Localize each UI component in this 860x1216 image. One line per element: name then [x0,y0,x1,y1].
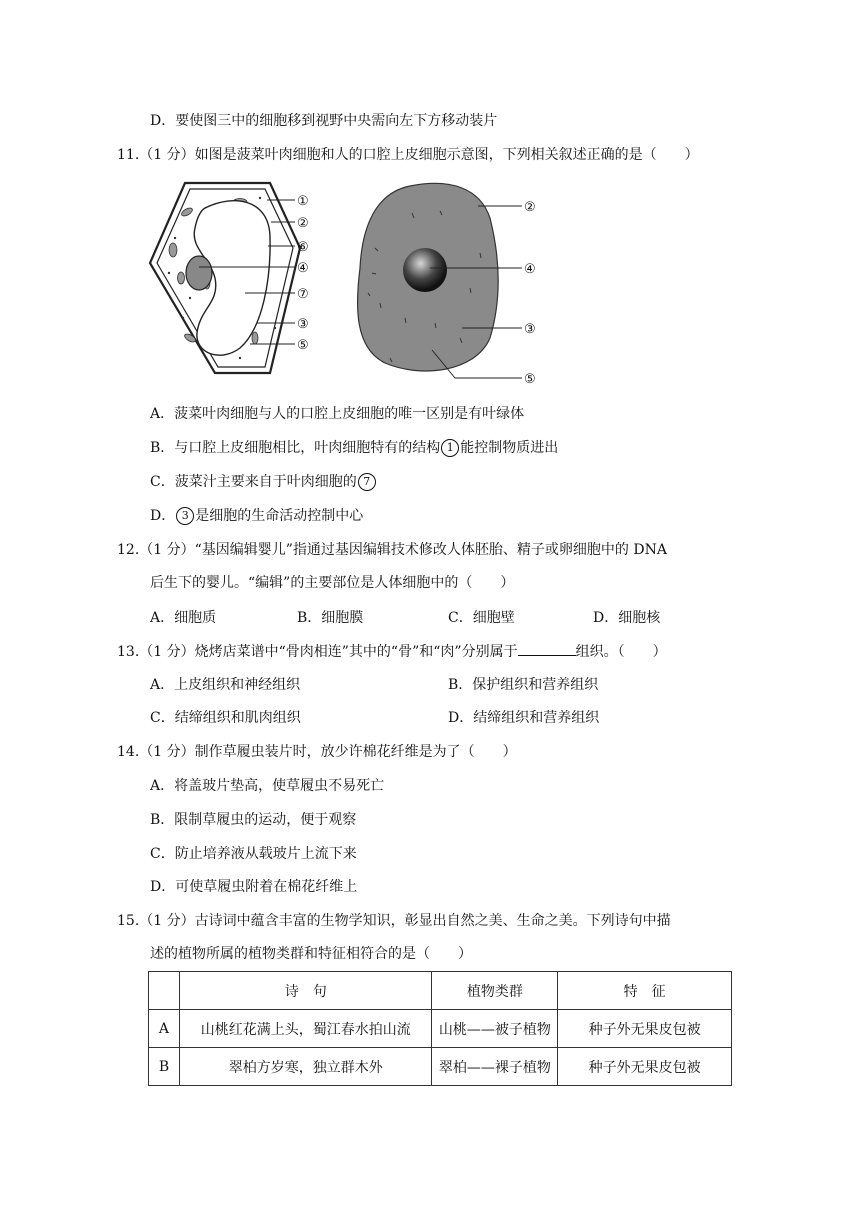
circled-number: 7 [358,473,376,491]
q12-stem-line2: 后生下的婴儿。“编辑”的主要部位是人体细胞中的（ ） [150,575,515,591]
plant-nucleus [186,256,212,290]
table-cell: B [149,1048,180,1086]
table-header-cell: 诗 句 [179,972,432,1010]
q11-option-c [150,472,377,492]
q14-option-b: B．限制草履虫的运动，便于观察 [150,812,357,828]
q12-option-a: A．细胞质 [150,610,217,626]
plant-label-6: ⑥ [297,240,309,255]
q11-option-b [150,438,558,458]
plant-label-2: ② [297,216,309,231]
q15-stem-line1: 15.（1 分）古诗词中蕴含丰富的生物学知识，彰显出自然之美、生命之美。下列诗句中描 [117,913,671,929]
animal-label-2: ② [524,200,536,215]
plant-cell-diagram [145,178,330,378]
table-header-cell: 特 征 [558,972,732,1010]
q14-stem: 14.（1 分）制作草履虫装片时，放少许棉花纤维是为了（ ） [117,744,517,760]
q13-stem-tail: 组织。（ ） [575,644,667,660]
q11-option-b-text: B．与口腔上皮细胞相比，叶肉细胞特有的结构 [150,440,441,456]
table-header-cell [149,972,180,1010]
q10-option-d: D．要使图三中的细胞移到视野中央需向左下方移动装片 [150,113,498,129]
q13-option-c: C．结缔组织和肌肉组织 [150,710,301,726]
answer-blank [518,641,576,656]
table-cell: 山桃——被子植物 [432,1010,558,1048]
q11-option-a: A．菠菜叶肉细胞与人的口腔上皮细胞的唯一区别是有叶绿体 [150,406,525,422]
table-header-row [149,972,732,1010]
q13-option-b: B．保护组织和营养组织 [448,677,599,693]
q12-option-b: B．细胞膜 [297,610,364,626]
animal-label-4: ④ [524,262,536,277]
q11-stem: 11.（1 分）如图是菠菜叶肉细胞和人的口腔上皮细胞示意图，下列相关叙述正确的是（ ） [117,147,699,163]
plant-label-7: ⑦ [297,287,309,302]
animal-label-3: ③ [524,322,536,337]
q11-option-c-text: C．菠菜汁主要来自于叶肉细胞的 [150,474,357,490]
q12-stem-line1: 12.（1 分）“基因编辑婴儿”指通过基因编辑技术修改人体胚胎、精子或卵细胞中的 DNA [117,542,667,558]
q14-option-d: D．可使草履虫附着在棉花纤维上 [150,879,358,895]
q13-option-a: A．上皮组织和神经组织 [150,677,301,693]
q11-option-d [150,506,363,526]
animal-nucleus [403,248,447,292]
table-row [149,1048,732,1086]
q15-stem-line2: 述的植物所属的植物类群和特征相符合的是（ ） [150,946,472,962]
table-cell: 种子外无果皮包被 [558,1048,732,1086]
plant-label-5: ⑤ [297,338,309,353]
table-header-cell: 植物类群 [432,972,558,1010]
q12-option-c: C．细胞壁 [448,610,515,626]
plant-label-1: ① [297,194,309,209]
q11-option-d-text: 是细胞的生命活动控制中心 [195,508,364,524]
q14-option-a: A．将盖玻片垫高，使草履虫不易死亡 [150,778,385,794]
table-row [149,1010,732,1048]
q14-option-c: C．防止培养液从载玻片上流下来 [150,846,357,862]
circled-number: 1 [441,439,459,457]
q15-table [148,971,732,1086]
q12-option-d: D．细胞核 [593,610,661,626]
q11-option-d-prefix: D． [150,508,176,524]
q13-stem-text: 13.（1 分）烧烤店菜谱中“骨肉相连”其中的“骨”和“肉”分别属于 [117,644,518,660]
table-cell: 山桃红花满上头，蜀江春水拍山流 [179,1010,432,1048]
plant-label-4: ④ [297,261,309,276]
animal-cell-diagram [350,178,550,390]
q11-option-b-tail: 能控制物质进出 [460,440,559,456]
animal-label-5: ⑤ [524,372,536,387]
table-cell: 翠柏方岁寒，独立群木外 [179,1048,432,1086]
table-cell: 翠柏——裸子植物 [432,1048,558,1086]
q13-option-d: D．结缔组织和营养组织 [448,710,600,726]
table-cell: A [149,1010,180,1048]
circled-number: 3 [176,507,194,525]
q13-stem [117,641,667,662]
table-cell: 种子外无果皮包被 [558,1010,732,1048]
plant-label-3: ③ [297,317,309,332]
